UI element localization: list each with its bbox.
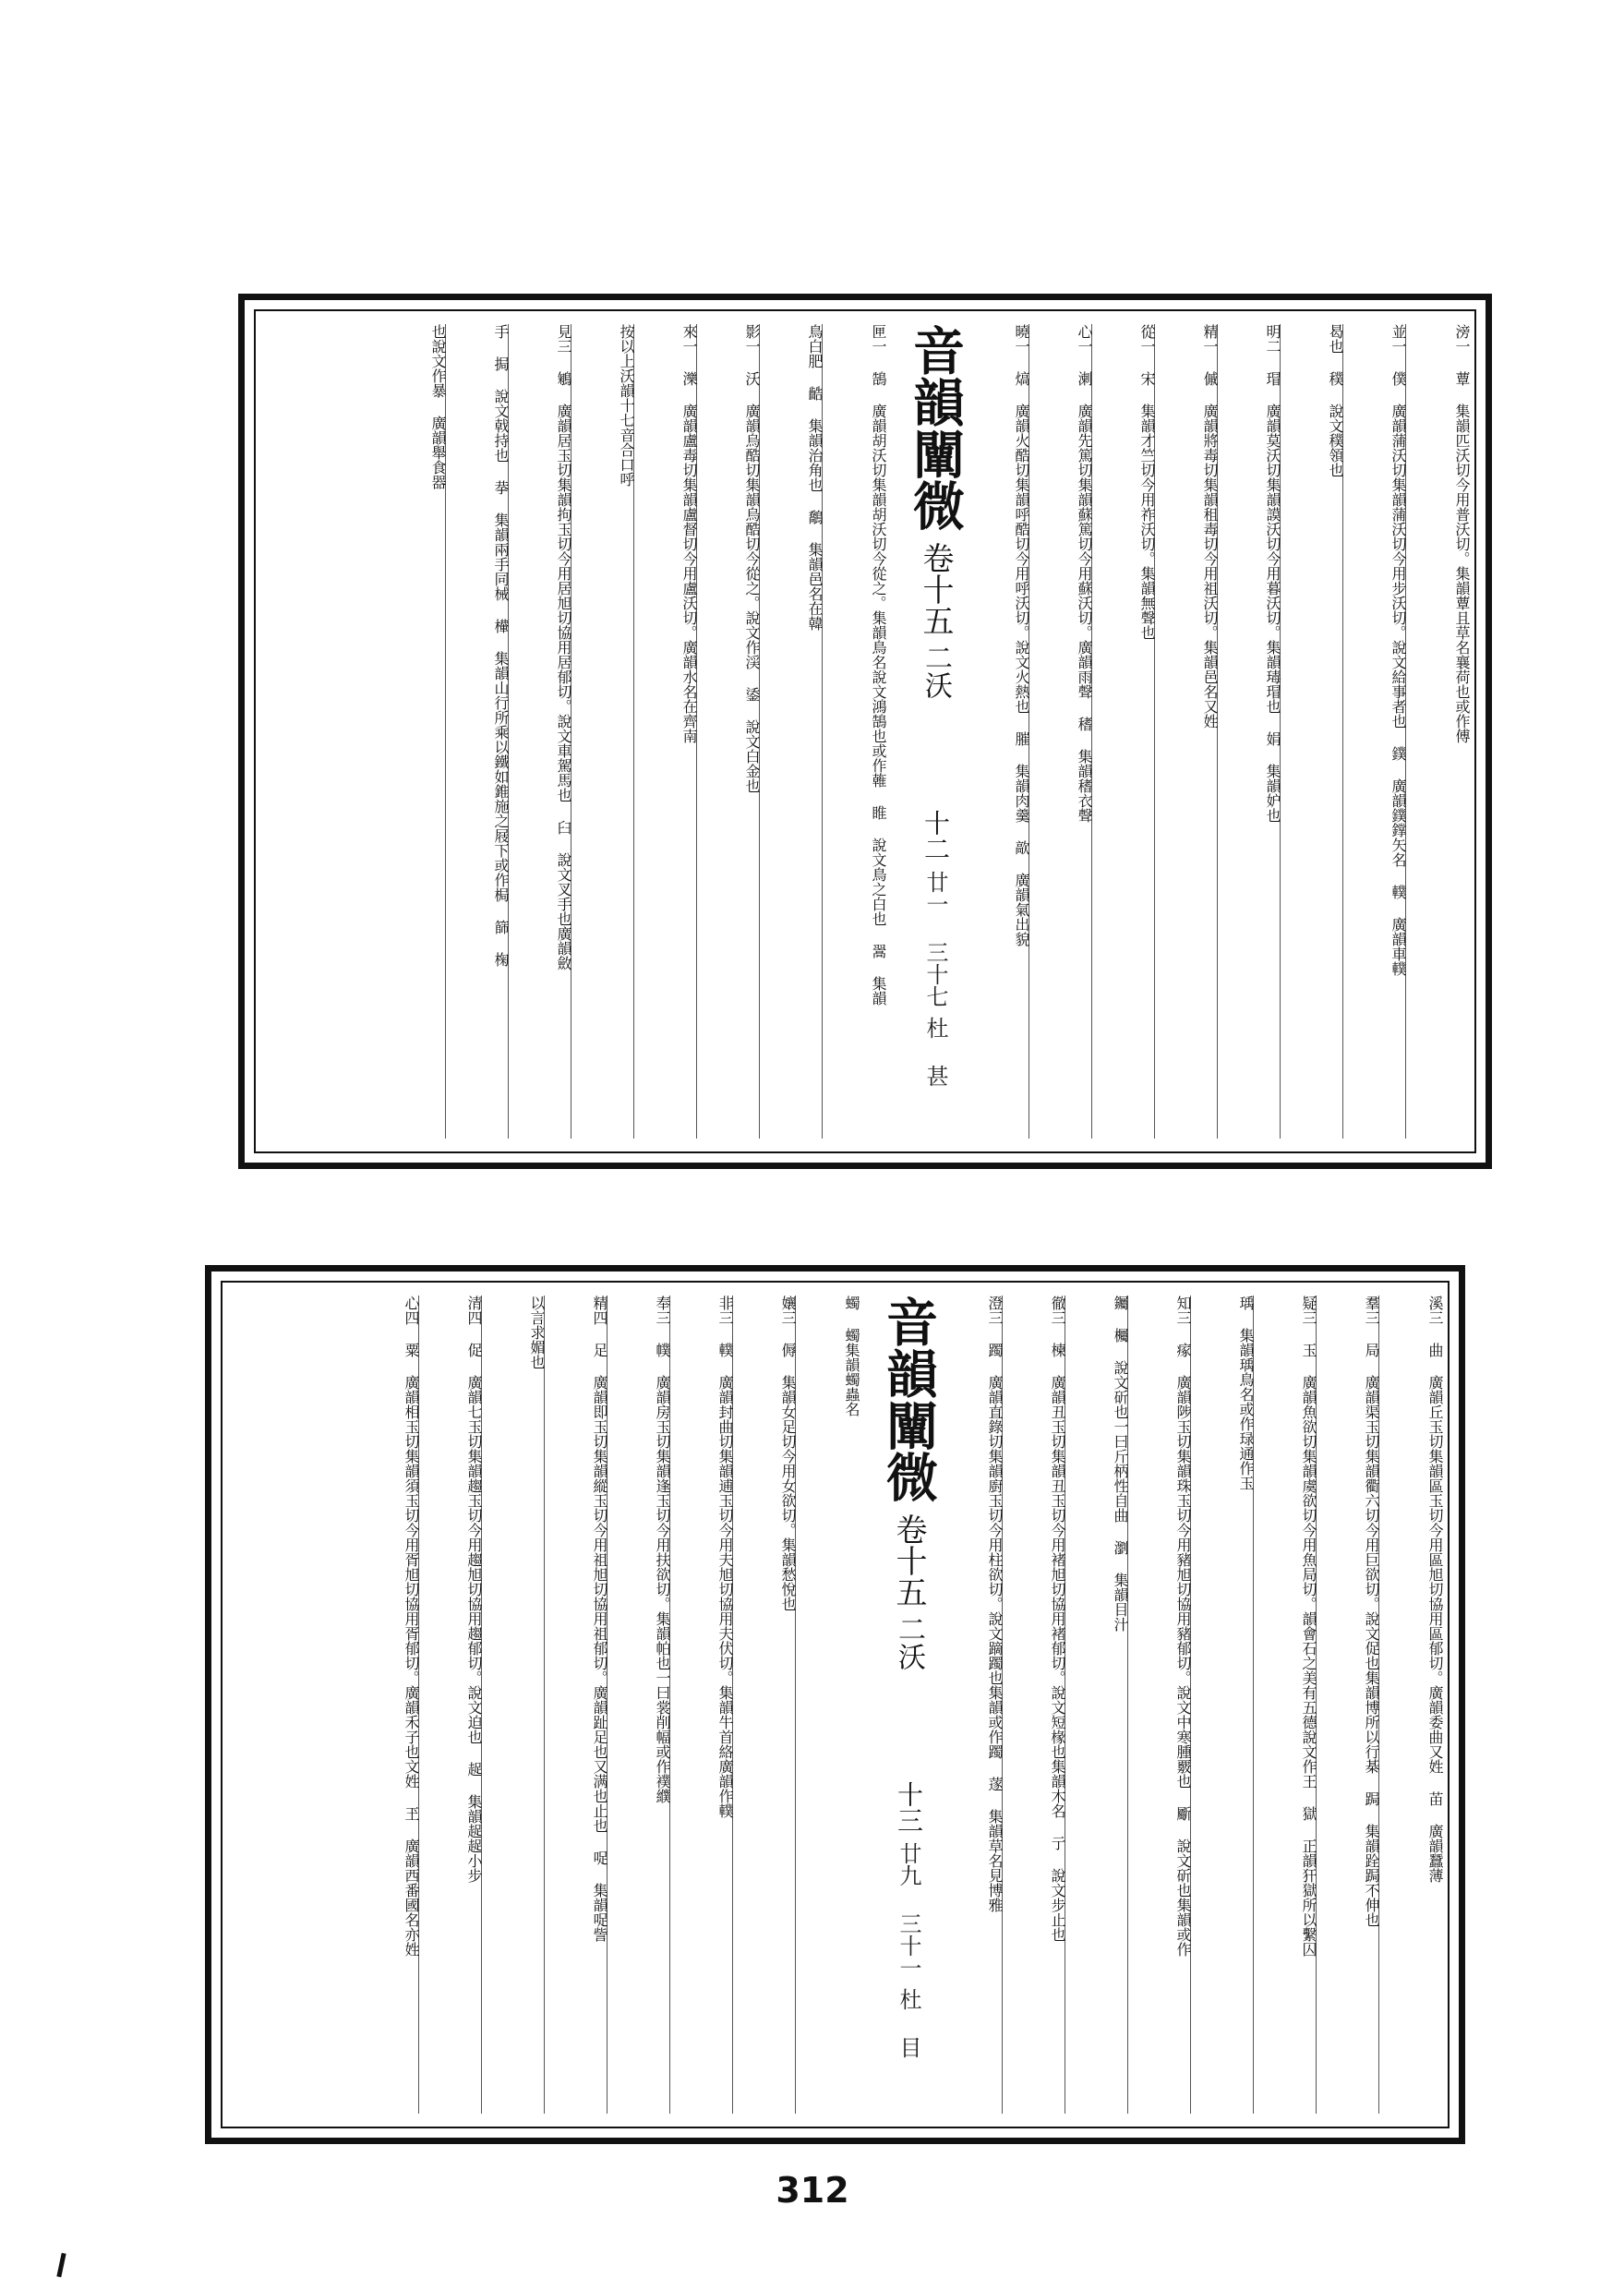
bottom-column-3: 疑三 玉 廣韻魚欲切集韻虞欲切今用魚局切。韻會石之美有五德說文作王 獄 正韻犴獄所以繫囚 <box>1258 1296 1317 2114</box>
top-column-1: 滂一 蕈 集韻匹沃切今用普沃切。集韻蕈且草名襄荷也或作傅 <box>1453 324 1471 743</box>
top-seal-text: 杜 甚 <box>922 1017 948 1087</box>
bottom-header-volume: 卷十五 <box>890 1513 927 1608</box>
lower-page <box>205 1265 1465 2144</box>
upper-page <box>238 294 1492 1169</box>
top-header-volume: 卷十五 <box>917 542 954 636</box>
bottom-column-7: 徹三 楝 廣韻丑玉切集韻丑玉切今用褚旭切協用褚郁切。說文短椽也集韻木名 亍 說文步止也 <box>1007 1296 1065 2114</box>
bottom-handwritten-note: 廿九 三十一 <box>896 1842 921 1979</box>
bottom-column-16: 心四 粟 廣韻相玉切集韻須玉切今用胥旭切協用胥郁切。廣韻禾子也文姓 玊 廣韻西番國名亦姓 <box>361 1296 419 2114</box>
top-column-13: 按以上沃韻十七音合口呼 <box>576 324 634 1139</box>
bottom-column-10: 孃三 傉 集韻女足切今用女欲切。集韻愁悅也 <box>738 1296 796 2114</box>
bottom-column-13: 精四 足 廣韻即玉切集韻縱玉切今用祖旭切協用祖郁切。廣韻趾足也又满也止也 哫 集韻哫訾 <box>549 1296 607 2114</box>
bottom-column-4: 瑀 集韻瑀鳥名或作琭通作玉 <box>1196 1296 1254 2114</box>
bottom-header-folio: 十三 <box>894 1781 924 1833</box>
bottom-column-2: 羣三 局 廣韻渠玉切集韻衢六切今用巨欲切。說文促也集韻博所以行棊 跼 集韻跧跼不伸也 <box>1321 1296 1379 2114</box>
top-column-11: 影一 沃 廣韻烏酷切集韻烏酷切今從之。說文作渓 鋈 說文白金也 <box>702 324 760 1139</box>
top-column-10: 鳥白肥 䶜 集韻治角也 鷮 集韻邑名在韓 <box>764 324 823 1139</box>
top-column-12: 來一 濼 廣韻盧毒切集韻盧督切今用盧沃切。廣韻水名在齊南 <box>639 324 697 1139</box>
top-page-header <box>895 324 966 1139</box>
top-column-7: 心一 溂 廣韻先篤切集韻蘇篤切今用蘇沃切。廣韻雨聲 䅲 集韻䅲衣聲 <box>1034 324 1092 1139</box>
bottom-header-title: 音韻闡微 <box>878 1296 939 1502</box>
bottom-column-6: 钃 欘 說文斫也一曰斤柄性自曲 瀏 集韻目汁 <box>1070 1296 1128 2114</box>
top-column-9: 匣一 鵠 廣韻胡沃切集韻胡沃切今從之。集韻鳥名說文鴻鵠也或作雗 睢 說文鳥之白也 翯 集韻 <box>870 324 887 1006</box>
lower-page-inner-frame <box>221 1281 1450 2128</box>
bottom-column-11: 非三 轐 廣韻封曲切集韻逋玉切今用夫旭切協用夫伏切。集韻牛首絡廣韻作轐 <box>675 1296 733 2114</box>
top-column-5: 精一 傶 廣韻將毒切集韻租毒切今用祖沃切。集韻邑名又姓 <box>1160 324 1218 1139</box>
bottom-column-15: 清四 促 廣韻七玉切集韻趨玉切今用趨旭切協用趨郁切。說文迫也 趗 集韻趗趗小步 <box>424 1296 482 2114</box>
top-column-4: 明二 瑁 廣韻莫沃切集韻謨沃切今用暮沃切。集韻瑇瑁也 娟 集韻妒也 <box>1222 324 1281 1139</box>
bottom-column-9: 蠋 蠋集韻蠋蟲名 <box>843 1296 860 1416</box>
top-column-3: 曷也 穙 說文穙領也 <box>1285 324 1343 1139</box>
bottom-column-1: 溪三 曲 廣韻丘玉切集韻區玉切今用區旭切協用區郁切。廣韻委曲又姓 苖 廣韻蠶薄 <box>1426 1296 1444 1883</box>
top-column-16: 也說文作暴 廣韻舉食器 <box>388 324 446 1139</box>
top-header-folio: 十二 <box>920 810 951 862</box>
bottom-column-14: 以言求媚也 <box>487 1296 545 2114</box>
bottom-column-8: 澄三 躅 廣韻直錄切集韻廚玉切今用柱欲切。說文蹢躅也集韻或作躅 蓫 集韻草名見博雅 <box>944 1296 1003 2114</box>
top-column-14: 見三 鵴 廣韻居玉切集韻拘玉切今用居旭切協用居郁切。說文車駕馬也 臼 說文叉手也廣韻斂 <box>513 324 571 1139</box>
bottom-seal-text: 杜 目 <box>896 1988 921 2058</box>
page-number: 312 <box>776 2170 849 2211</box>
top-column-15: 手 挶 說文戟持也 拲 集韻兩手同械 檋 集韻山行所乘以鐵如錐施之屐下或作梮 篩 椈 <box>451 324 509 1139</box>
top-handwritten-note: 廿一 三十七 <box>922 871 948 1007</box>
scan-speck <box>56 2253 66 2277</box>
top-header-title: 音韻闡微 <box>905 324 966 531</box>
top-column-6: 從一 宋 集韻才竺切今用祚沃切。集韻無聲也 <box>1097 324 1155 1139</box>
top-header-rhyme: 二沃 <box>920 644 952 699</box>
top-column-8: 曉一 熇 廣韻火酷切集韻呼酷切今用呼沃切。說文火熱也 膗 集韻肉羹 歊 廣韻氣出貌 <box>971 324 1029 1139</box>
upper-page-inner-frame <box>254 309 1476 1153</box>
bottom-header-rhyme: 二沃 <box>893 1615 925 1670</box>
bottom-page-header <box>868 1296 939 2114</box>
top-column-2: 並一 僕 廣韻蒲沃切集韻蒲沃切今用步沃切。說文給事者也 鏷 廣韻鏷鐣矢名 轐 廣韻車轐 <box>1348 324 1406 1139</box>
bottom-column-5: 知三 瘃 廣韻陟玉切集韻珠玉切今用豬旭切協用豬郁切。說文中寒腫覈也 斸 說文斫也集韻或作 <box>1133 1296 1191 2114</box>
bottom-column-12: 奉三 幞 廣韻房玉切集韻逢玉切今用扶欲切。集韻帕也一曰裳削幅或作襆纀 <box>612 1296 670 2114</box>
